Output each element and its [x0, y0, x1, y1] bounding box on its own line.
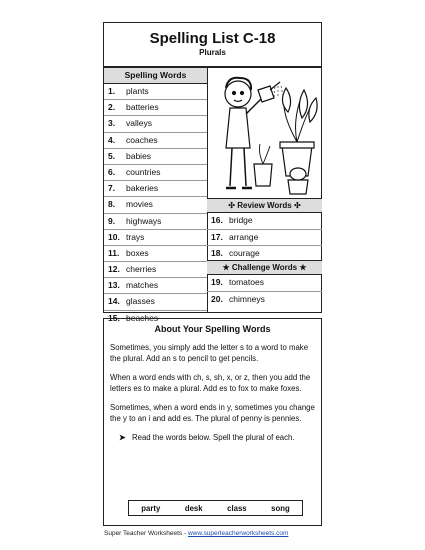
spelling-word: valleys [126, 118, 152, 129]
word-row [104, 214, 207, 230]
word-row [104, 262, 207, 278]
practice-word: desk [184, 503, 203, 513]
spelling-words-column [104, 68, 208, 323]
word-row [104, 294, 207, 310]
spelling-word: chimneys [229, 293, 265, 304]
word-number: 4. [108, 134, 116, 145]
word-number: 1. [108, 86, 116, 96]
footer-brand: Super Teacher Worksheets - [104, 530, 188, 537]
word-number: 13. [108, 280, 120, 291]
word-number: 12. [108, 264, 120, 275]
word-row [104, 197, 207, 213]
word-row [207, 275, 322, 292]
spelling-word: boxes [126, 247, 149, 258]
word-number: 18. [211, 248, 223, 258]
practice-words-box [128, 500, 303, 516]
word-number: 11. [108, 247, 120, 258]
spelling-word: arrange [229, 231, 259, 242]
word-row [104, 133, 207, 149]
arrow-icon: ➤ [119, 433, 126, 442]
spelling-word: batteries [126, 102, 159, 113]
word-number: 6. [108, 166, 116, 177]
watering-plants-illustration [208, 68, 322, 198]
spelling-word: courage [229, 248, 260, 258]
practice-word: song [271, 503, 290, 513]
word-number: 17. [211, 231, 223, 242]
word-number: 2. [108, 102, 116, 113]
word-row [104, 246, 207, 262]
word-row [207, 213, 322, 230]
spelling-word: plants [126, 86, 149, 96]
word-number: 16. [211, 215, 223, 225]
word-number: 20. [211, 293, 223, 304]
word-number: 8. [108, 199, 116, 210]
about-paragraph-1: Sometimes, you simply add the letter s to a word to make the plural. Add an s to pencil to get pencils. [110, 343, 309, 363]
spelling-words-heading: Spelling Words [104, 68, 207, 84]
practice-word: party [141, 503, 161, 513]
word-row [207, 230, 322, 247]
word-row [104, 230, 207, 246]
word-number: 14. [108, 296, 120, 307]
spelling-word: babies [126, 150, 152, 161]
word-number: 5. [108, 150, 116, 161]
word-row [104, 116, 207, 132]
about-paragraph-2: When a word ends with ch, s, sh, x, or z, then you add the letters es to make a plural. Add es to fox to make foxes. [110, 373, 311, 393]
practice-word: class [227, 503, 247, 513]
footer-link[interactable]: www.superteacherworksheets.com [187, 530, 289, 537]
footer [104, 530, 288, 537]
spelling-word: trays [126, 231, 145, 242]
word-row [104, 84, 207, 100]
spelling-word: tomatoes [229, 277, 264, 287]
spelling-word: beaches [126, 312, 159, 323]
word-number: 10. [108, 231, 120, 242]
word-row [207, 292, 322, 308]
spelling-word: bakeries [126, 183, 159, 194]
word-number: 15. [108, 312, 120, 323]
spelling-word: bridge [229, 215, 253, 225]
challenge-words-section [207, 260, 322, 307]
spelling-word: countries [126, 166, 161, 177]
word-number: 9. [108, 215, 116, 226]
review-words-heading: ✣ Review Words ✣ [207, 198, 322, 213]
spelling-word: highways [126, 215, 162, 226]
instruction [110, 433, 315, 444]
about-box [103, 318, 322, 526]
spelling-word: glasses [126, 296, 155, 307]
review-words-section [207, 198, 322, 262]
about-title: About Your Spelling Words [154, 324, 271, 334]
spelling-word: cherries [126, 264, 157, 275]
challenge-words-heading: ★ Challenge Words ★ [207, 260, 322, 275]
page-subtitle: Plurals [199, 48, 226, 57]
word-row [104, 100, 207, 116]
spelling-word: movies [126, 199, 153, 210]
word-row [104, 278, 207, 294]
page-title: Spelling List C-18 [149, 30, 276, 47]
word-number: 19. [211, 277, 223, 287]
word-row [104, 149, 207, 165]
word-row [104, 181, 207, 197]
word-number: 7. [108, 183, 116, 194]
about-paragraph-3: Sometimes, when a word ends in y, sometimes you change the y to an i and add es. The plural of penny is pennies. [110, 403, 315, 423]
spelling-word: coaches [126, 134, 158, 145]
word-list-box [103, 67, 322, 323]
word-row [104, 165, 207, 181]
title-box [103, 22, 322, 67]
instruction-text: Read the words below. Spell the plural of each. [132, 433, 295, 442]
word-number: 3. [108, 118, 116, 129]
spelling-word: matches [126, 280, 159, 291]
